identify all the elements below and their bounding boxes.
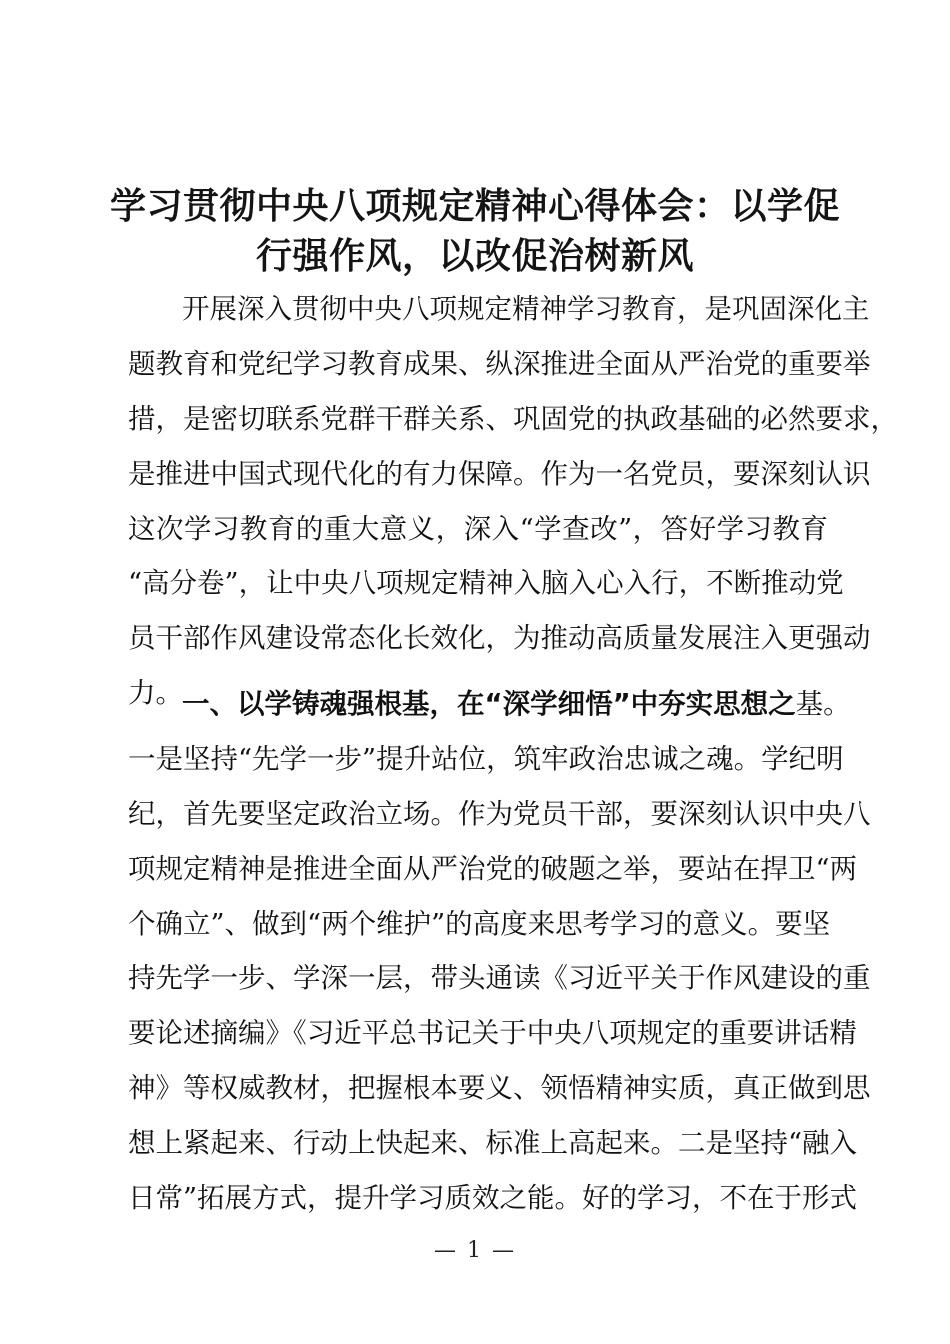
page-number: — 1 — — [434, 1238, 516, 1263]
paragraph-line: 项规定精神是推进全面从严治党的破题之举，要站在捍卫“两 — [128, 852, 858, 885]
section-heading-tail: 基。 — [795, 688, 851, 720]
paragraph-line: 是推进中国式现代化的有力保障。作为一名党员，要深刻认识 — [128, 457, 871, 490]
section-heading-line — [128, 677, 851, 732]
paragraph-line: 措，是密切联系党群干群关系、巩固党的执政基础的必然要求， — [128, 402, 898, 435]
section-1 — [128, 677, 871, 1226]
paragraph-line: “高分卷”，让中央八项规定精神入脑入心入行，不断推动党 — [128, 567, 844, 600]
paragraph-line: 日常”拓展方式，提升学习质效之能。好的学习，不在于形式 — [128, 1182, 858, 1215]
paragraph-line: 这次学习教育的重大意义，深入“学查改”，答好学习教育 — [128, 512, 828, 545]
document-title-line-1: 学习贯彻中央八项规定精神心得体会：以学促 — [110, 186, 841, 227]
paragraph-line: 纪，首先要坚定政治立场。作为党员干部，要深刻认识中央八 — [128, 797, 871, 830]
intro-paragraph — [128, 282, 898, 721]
paragraph-line: 力。 — [128, 677, 183, 710]
paragraph-line: 题教育和党纪学习教育成果、纵深推进全面从严治党的重要举 — [128, 347, 871, 380]
paragraph-line: 神》等权威教材，把握根本要义、领悟精神实质，真正做到思 — [128, 1072, 871, 1105]
paragraph-line: 要论述摘编》《习近平总书记关于中央八项规定的重要讲话精 — [128, 1017, 857, 1050]
paragraph-line: 想上紧起来、行动上快起来、标准上高起来。二是坚持“融入 — [128, 1127, 858, 1160]
document-title-line-2: 行强作风，以改促治树新风 — [255, 236, 694, 277]
paragraph-line: 开展深入贯彻中央八项规定精神学习教育，是巩固深化主 — [182, 293, 870, 325]
paragraph-line: 一是坚持“先学一步”提升站位，筑牢政治忠诚之魂。学纪明 — [128, 742, 844, 775]
paragraph-line: 员干部作风建设常态化长效化，为推动高质量发展注入更强动 — [128, 622, 871, 655]
paragraph-line: 个确立”、做到“两个维护”的高度来思考学习的意义。要坚 — [128, 907, 831, 940]
section-heading: 一、以学铸魂强根基，在“深学细悟”中夯实思想之 — [182, 688, 796, 720]
paragraph-line: 持先学一步、学深一层，带头通读《习近平关于作风建设的重 — [128, 962, 871, 995]
